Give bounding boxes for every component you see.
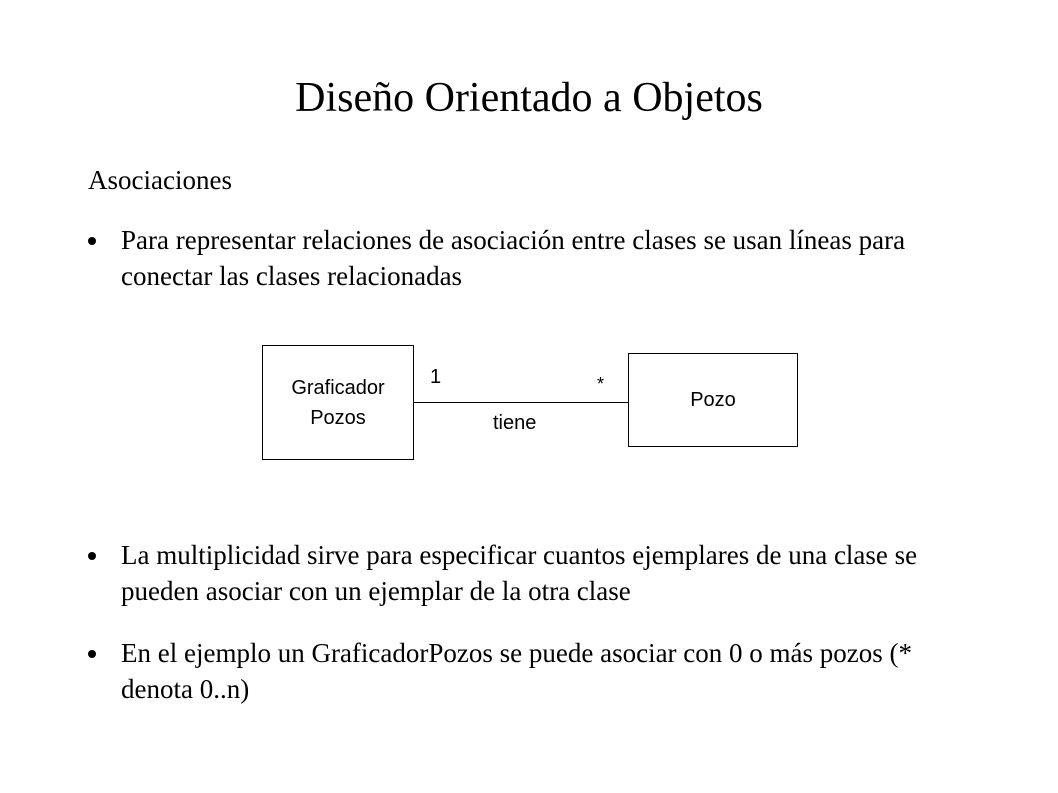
slide-title: Diseño Orientado a Objetos (295, 75, 763, 121)
bullet-dot-icon (88, 650, 96, 658)
bullet-text: La multiplicidad sirve para especificar cuantos ejemplares de una clase se pueden asociar con un ejemplar de la otra clase (121, 540, 918, 606)
class-name-line-2: Pozos (310, 406, 366, 429)
bullet-item (88, 635, 938, 709)
multiplicity-left: 1 (430, 366, 442, 388)
section-subtitle: Asociaciones (88, 165, 232, 195)
class-name-line-1: Graficador (291, 376, 385, 399)
bullet-dot-icon (88, 552, 96, 560)
multiplicity-right: * (597, 374, 605, 394)
bullet-text: En el ejemplo un GraficadorPozos se puede asociar con 0 o más pozos (* denota 0..n) (121, 638, 913, 704)
class-name: Pozo (690, 389, 736, 411)
class-box-pozo (628, 353, 798, 447)
association-line (413, 402, 629, 403)
bullet-item (88, 537, 938, 611)
class-box-graficador-pozos (262, 345, 414, 460)
bullet-text: Para representar relaciones de asociación entre clases se usan líneas para conectar las clases relacionadas (121, 225, 906, 291)
association-name: tiene (493, 412, 537, 434)
